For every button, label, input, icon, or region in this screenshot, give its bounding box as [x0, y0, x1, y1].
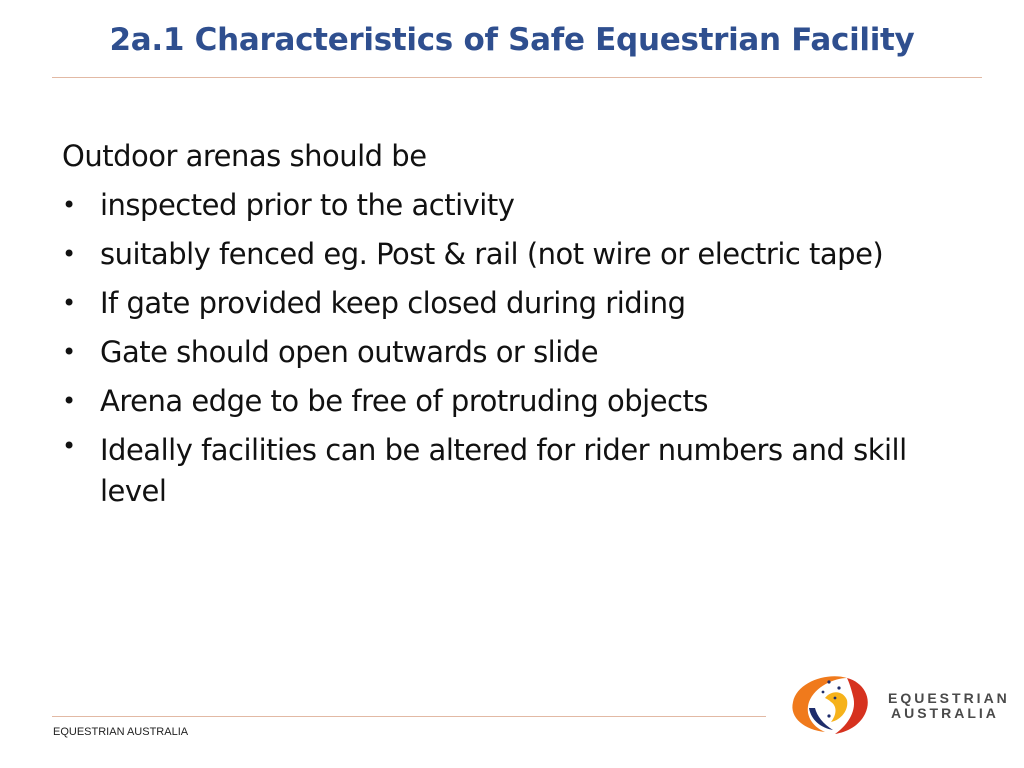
bullet-item: [62, 328, 962, 377]
title-divider: [52, 77, 982, 78]
bullet-item: [62, 426, 962, 512]
footer-divider: [52, 716, 766, 717]
bullet-list: [62, 181, 962, 512]
logo-star: [827, 680, 830, 683]
logo-line-1: EQUESTRIAN: [888, 690, 1010, 706]
bullet-item: [62, 181, 962, 230]
bullet-text: If gate provided keep closed during riding: [100, 286, 686, 320]
bullet-marker: •: [62, 240, 76, 268]
slide-body: [62, 132, 962, 512]
logo-star: [837, 686, 840, 689]
logo-line-2: AUSTRALIA: [891, 705, 999, 721]
logo-star: [827, 714, 830, 717]
bullet-item: [62, 279, 962, 328]
bullet-marker: •: [62, 387, 76, 415]
bullet-marker: •: [62, 289, 76, 317]
bullet-text: Gate should open outwards or slide: [100, 335, 599, 369]
logo-wordmark: [888, 691, 1010, 721]
logo-star: [822, 691, 825, 694]
bullet-marker: •: [62, 191, 76, 219]
bullet-text: Ideally facilities can be altered for rider numbers and skill level: [100, 433, 907, 508]
bullet-marker: •: [62, 432, 76, 460]
footer-org-name: EQUESTRIAN AUSTRALIA: [53, 726, 189, 738]
bullet-item: [62, 230, 962, 279]
bullet-text: inspected prior to the activity: [100, 188, 515, 222]
bullet-text: Arena edge to be free of protruding objects: [100, 384, 708, 418]
bullet-marker: •: [62, 338, 76, 366]
bullet-item: [62, 377, 962, 426]
bullet-text: suitably fenced eg. Post & rail (not wire or electric tape): [100, 237, 884, 271]
slide-title: 2a.1 Characteristics of Safe Equestrian Facility: [109, 22, 915, 58]
logo-star: [834, 697, 837, 700]
lead-text: Outdoor arenas should be: [62, 139, 427, 173]
logo-swoosh-gold: [825, 692, 847, 722]
